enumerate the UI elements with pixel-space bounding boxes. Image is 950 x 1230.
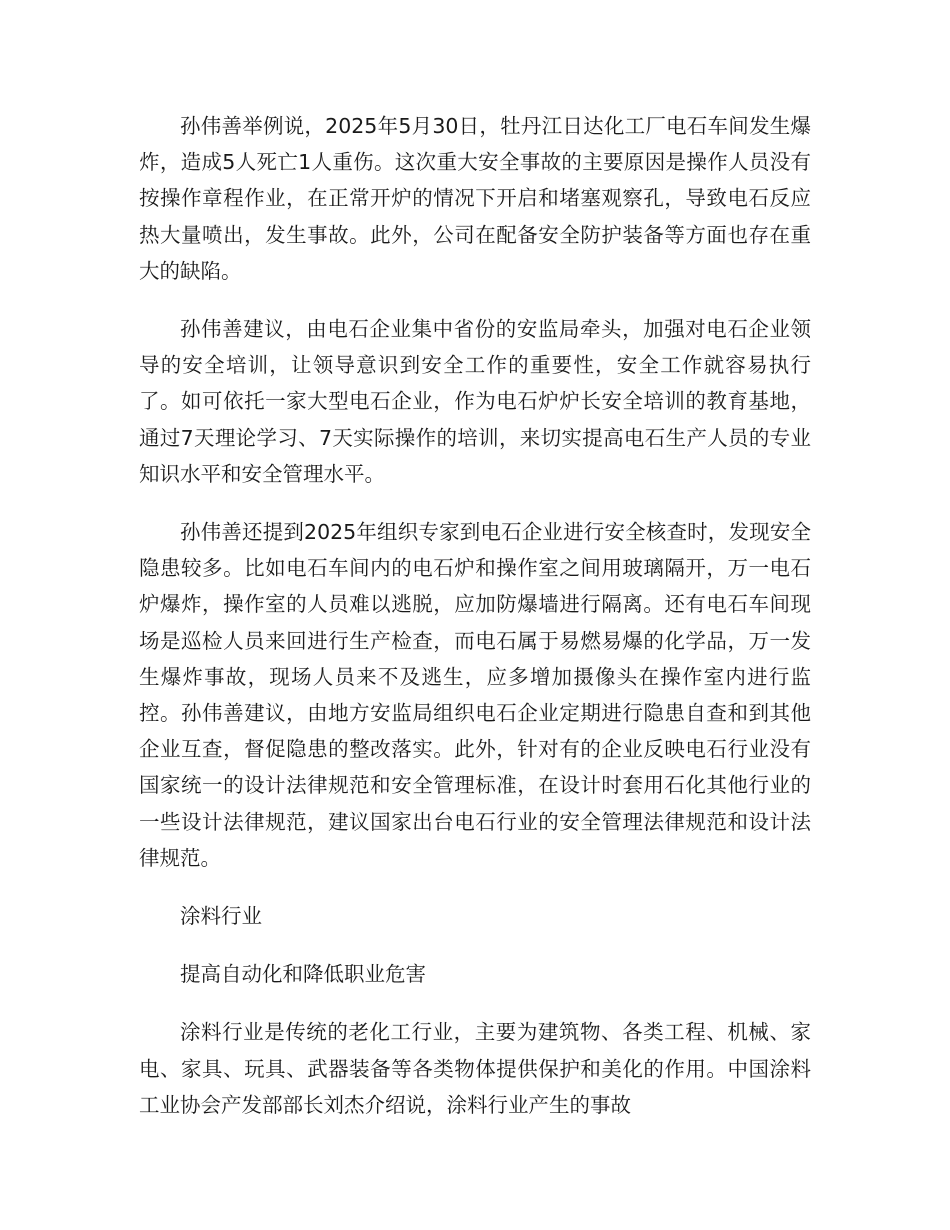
document-body: [139, 108, 811, 1145]
section-title: 涂料行业: [180, 904, 262, 929]
paragraph-safety-inspection: 孙伟善还提到2025年组织专家到电石企业进行安全核查时，发现安全隐患较多。比如电石车间内的电石炉和操作室之间用玻璃隔开，万一电石炉爆炸，操作室的人员难以逃脱，应加防爆墙进行隔离。还有电石车间现场是巡检人员来回进行生产检查，而电石属于易燃易爆的化学品，万一发生爆炸事故，现场人员来不及逃生，应多增加摄像头在操作室内进行监控。孙伟善建议，由地方安监局组织电石企业定期进行隐患自查和到其他企业互查，督促隐患的整改落实。此外，针对有的企业反映电石行业没有国家统一的设计法律规范和安全管理标准，在设计时套用石化其他行业的一些设计法律规范，建议国家出台电石行业的安全管理法律规范和设计法律规范。: [139, 520, 811, 870]
paragraph-accident-example: 孙伟善举例说，2025年5月30日，牡丹江日达化工厂电石车间发生爆炸，造成5人死亡1人重伤。这次重大安全事故的主要原因是操作人员没有按操作章程作业，在正常开炉的情况下开启和堵塞观察孔，导致电石反应热大量喷出，发生事故。此外，公司在配备安全防护装备等方面也存在重大的缺陷。: [139, 114, 811, 283]
paragraph-training-suggestion: 孙伟善建议，由电石企业集中省份的安监局牵头，加强对电石企业领导的安全培训，让领导意识到安全工作的重要性，安全工作就容易执行了。如可依托一家大型电石企业，作为电石炉炉长安全培训的教育基地，通过7天理论学习、7天实际操作的培训，来切实提高电石生产人员的专业知识水平和安全管理水平。: [139, 317, 811, 486]
section-subtitle: 提高自动化和降低职业危害: [180, 962, 426, 987]
paragraph-coatings-intro: 涂料行业是传统的老化工行业，主要为建筑物、各类工程、机械、家电、家具、玩具、武器装备等各类物体提供保护和美化的作用。中国涂料工业协会产发部部长刘杰介绍说，涂料行业产生的事故: [139, 1020, 811, 1117]
